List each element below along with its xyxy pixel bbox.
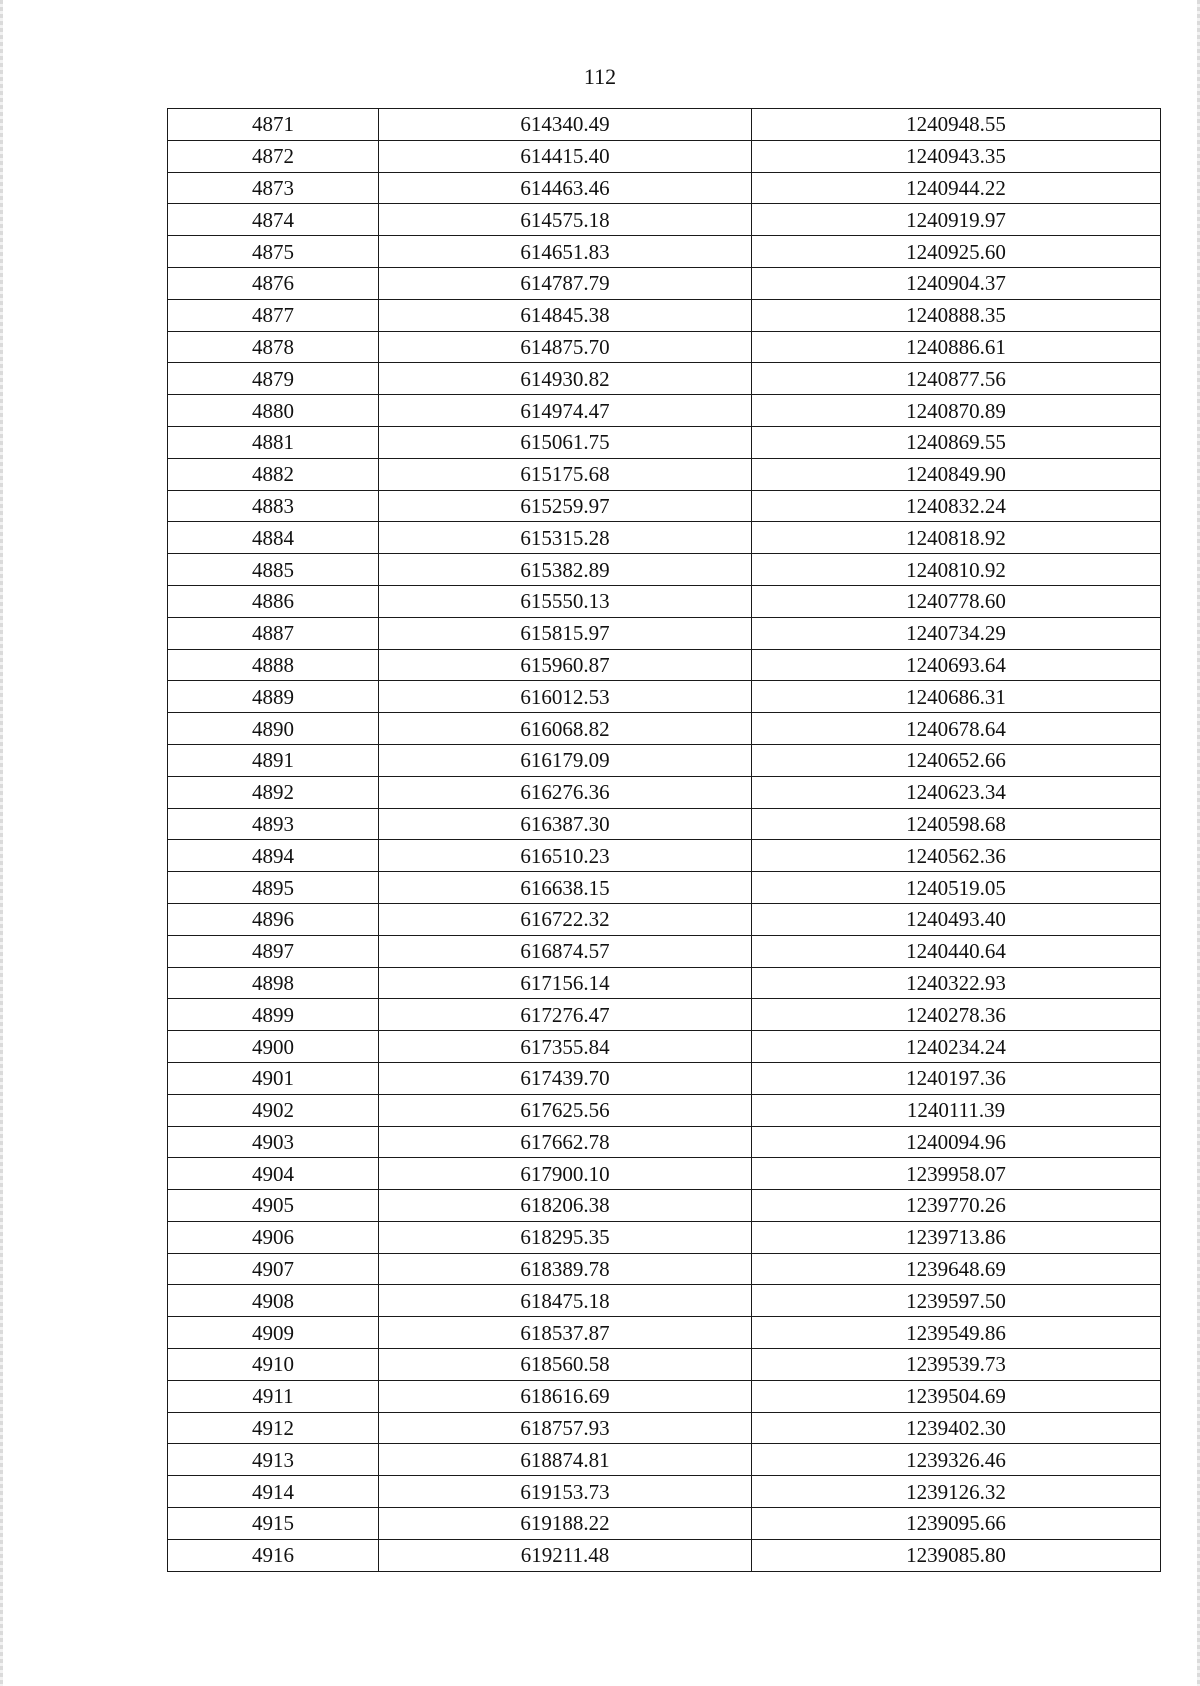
- table-row: [168, 1349, 1161, 1381]
- point-number-cell: 4893: [168, 808, 379, 840]
- table-row: [168, 1031, 1161, 1063]
- point-number-cell: 4892: [168, 776, 379, 808]
- table-row: [168, 426, 1161, 458]
- table-row: [168, 331, 1161, 363]
- y-coordinate-cell: 1240234.24: [752, 1031, 1161, 1063]
- point-number-cell: 4916: [168, 1539, 379, 1571]
- x-coordinate-cell: 617276.47: [379, 999, 752, 1031]
- y-coordinate-cell: 1240678.64: [752, 713, 1161, 745]
- y-coordinate-cell: 1240886.61: [752, 331, 1161, 363]
- x-coordinate-cell: 619211.48: [379, 1539, 752, 1571]
- point-number-cell: 4887: [168, 617, 379, 649]
- y-coordinate-cell: 1240493.40: [752, 903, 1161, 935]
- table-row: [168, 1380, 1161, 1412]
- table-row: [168, 903, 1161, 935]
- table-row: [168, 713, 1161, 745]
- table-row: [168, 1508, 1161, 1540]
- point-number-cell: 4881: [168, 426, 379, 458]
- point-number-cell: 4873: [168, 172, 379, 204]
- table-row: [168, 1444, 1161, 1476]
- y-coordinate-cell: 1240877.56: [752, 363, 1161, 395]
- x-coordinate-cell: 614930.82: [379, 363, 752, 395]
- table-row: [168, 204, 1161, 236]
- y-coordinate-cell: 1239326.46: [752, 1444, 1161, 1476]
- table-row: [168, 1158, 1161, 1190]
- y-coordinate-cell: 1240197.36: [752, 1062, 1161, 1094]
- table-row: [168, 808, 1161, 840]
- y-coordinate-cell: 1239958.07: [752, 1158, 1161, 1190]
- y-coordinate-cell: 1240832.24: [752, 490, 1161, 522]
- y-coordinate-cell: 1240693.64: [752, 649, 1161, 681]
- table-row: [168, 490, 1161, 522]
- x-coordinate-cell: 616510.23: [379, 840, 752, 872]
- y-coordinate-cell: 1240944.22: [752, 172, 1161, 204]
- table-row: [168, 1476, 1161, 1508]
- y-coordinate-cell: 1240778.60: [752, 585, 1161, 617]
- y-coordinate-cell: 1240919.97: [752, 204, 1161, 236]
- x-coordinate-cell: 619188.22: [379, 1508, 752, 1540]
- point-number-cell: 4904: [168, 1158, 379, 1190]
- y-coordinate-cell: 1239504.69: [752, 1380, 1161, 1412]
- point-number-cell: 4908: [168, 1285, 379, 1317]
- y-coordinate-cell: 1240519.05: [752, 872, 1161, 904]
- point-number-cell: 4912: [168, 1412, 379, 1444]
- y-coordinate-cell: 1240111.39: [752, 1094, 1161, 1126]
- table-row: [168, 744, 1161, 776]
- table-row: [168, 1190, 1161, 1222]
- table-row: [168, 872, 1161, 904]
- x-coordinate-cell: 614787.79: [379, 267, 752, 299]
- point-number-cell: 4896: [168, 903, 379, 935]
- point-number-cell: 4909: [168, 1317, 379, 1349]
- table-row: [168, 458, 1161, 490]
- table-row: [168, 681, 1161, 713]
- y-coordinate-cell: 1239597.50: [752, 1285, 1161, 1317]
- x-coordinate-cell: 618616.69: [379, 1380, 752, 1412]
- y-coordinate-cell: 1240094.96: [752, 1126, 1161, 1158]
- x-coordinate-cell: 615550.13: [379, 585, 752, 617]
- point-number-cell: 4877: [168, 299, 379, 331]
- table-row: [168, 109, 1161, 141]
- y-coordinate-cell: 1240904.37: [752, 267, 1161, 299]
- y-coordinate-cell: 1240278.36: [752, 999, 1161, 1031]
- x-coordinate-cell: 614651.83: [379, 236, 752, 268]
- point-number-cell: 4889: [168, 681, 379, 713]
- x-coordinate-cell: 614415.40: [379, 140, 752, 172]
- table-row: [168, 1412, 1161, 1444]
- point-number-cell: 4878: [168, 331, 379, 363]
- point-number-cell: 4913: [168, 1444, 379, 1476]
- y-coordinate-cell: 1239539.73: [752, 1349, 1161, 1381]
- x-coordinate-cell: 614463.46: [379, 172, 752, 204]
- point-number-cell: 4883: [168, 490, 379, 522]
- x-coordinate-cell: 617156.14: [379, 967, 752, 999]
- point-number-cell: 4888: [168, 649, 379, 681]
- point-number-cell: 4871: [168, 109, 379, 141]
- point-number-cell: 4879: [168, 363, 379, 395]
- point-number-cell: 4897: [168, 935, 379, 967]
- page-number: 112: [583, 64, 617, 89]
- y-coordinate-cell: 1240888.35: [752, 299, 1161, 331]
- table-row: [168, 172, 1161, 204]
- point-number-cell: 4872: [168, 140, 379, 172]
- point-number-cell: 4914: [168, 1476, 379, 1508]
- y-coordinate-cell: 1240870.89: [752, 395, 1161, 427]
- point-number-cell: 4898: [168, 967, 379, 999]
- point-number-cell: 4875: [168, 236, 379, 268]
- point-number-cell: 4880: [168, 395, 379, 427]
- table-row: [168, 776, 1161, 808]
- y-coordinate-cell: 1239085.80: [752, 1539, 1161, 1571]
- point-number-cell: 4884: [168, 522, 379, 554]
- x-coordinate-cell: 617662.78: [379, 1126, 752, 1158]
- x-coordinate-cell: 616068.82: [379, 713, 752, 745]
- x-coordinate-cell: 618757.93: [379, 1412, 752, 1444]
- x-coordinate-cell: 618389.78: [379, 1253, 752, 1285]
- x-coordinate-cell: 615815.97: [379, 617, 752, 649]
- y-coordinate-cell: 1240686.31: [752, 681, 1161, 713]
- x-coordinate-cell: 619153.73: [379, 1476, 752, 1508]
- table-row: [168, 267, 1161, 299]
- x-coordinate-cell: 616276.36: [379, 776, 752, 808]
- table-row: [168, 967, 1161, 999]
- x-coordinate-cell: 615061.75: [379, 426, 752, 458]
- y-coordinate-cell: 1240849.90: [752, 458, 1161, 490]
- x-coordinate-cell: 615259.97: [379, 490, 752, 522]
- point-number-cell: 4903: [168, 1126, 379, 1158]
- y-coordinate-cell: 1240734.29: [752, 617, 1161, 649]
- x-coordinate-cell: 615960.87: [379, 649, 752, 681]
- point-number-cell: 4901: [168, 1062, 379, 1094]
- x-coordinate-cell: 618874.81: [379, 1444, 752, 1476]
- y-coordinate-cell: 1239095.66: [752, 1508, 1161, 1540]
- point-number-cell: 4885: [168, 554, 379, 586]
- x-coordinate-cell: 615382.89: [379, 554, 752, 586]
- table-row: [168, 1539, 1161, 1571]
- table-row: [168, 1285, 1161, 1317]
- table-row: [168, 395, 1161, 427]
- x-coordinate-cell: 616387.30: [379, 808, 752, 840]
- point-number-cell: 4899: [168, 999, 379, 1031]
- y-coordinate-cell: 1240623.34: [752, 776, 1161, 808]
- table-row: [168, 935, 1161, 967]
- x-coordinate-cell: 616638.15: [379, 872, 752, 904]
- table-row: [168, 649, 1161, 681]
- y-coordinate-cell: 1239648.69: [752, 1253, 1161, 1285]
- y-coordinate-cell: 1239770.26: [752, 1190, 1161, 1222]
- y-coordinate-cell: 1240652.66: [752, 744, 1161, 776]
- table-row: [168, 1094, 1161, 1126]
- table-row: [168, 1317, 1161, 1349]
- point-number-cell: 4891: [168, 744, 379, 776]
- x-coordinate-cell: 617355.84: [379, 1031, 752, 1063]
- y-coordinate-cell: 1240943.35: [752, 140, 1161, 172]
- x-coordinate-cell: 614575.18: [379, 204, 752, 236]
- table-row: [168, 1221, 1161, 1253]
- x-coordinate-cell: 618295.35: [379, 1221, 752, 1253]
- x-coordinate-cell: 614340.49: [379, 109, 752, 141]
- x-coordinate-cell: 618560.58: [379, 1349, 752, 1381]
- table-row: [168, 999, 1161, 1031]
- y-coordinate-cell: 1240322.93: [752, 967, 1161, 999]
- y-coordinate-cell: 1240598.68: [752, 808, 1161, 840]
- point-number-cell: 4876: [168, 267, 379, 299]
- y-coordinate-cell: 1239402.30: [752, 1412, 1161, 1444]
- point-number-cell: 4900: [168, 1031, 379, 1063]
- y-coordinate-cell: 1240810.92: [752, 554, 1161, 586]
- x-coordinate-cell: 616012.53: [379, 681, 752, 713]
- point-number-cell: 4907: [168, 1253, 379, 1285]
- x-coordinate-cell: 615315.28: [379, 522, 752, 554]
- y-coordinate-cell: 1240869.55: [752, 426, 1161, 458]
- x-coordinate-cell: 614875.70: [379, 331, 752, 363]
- table-row: [168, 840, 1161, 872]
- x-coordinate-cell: 618206.38: [379, 1190, 752, 1222]
- y-coordinate-cell: 1239549.86: [752, 1317, 1161, 1349]
- point-number-cell: 4874: [168, 204, 379, 236]
- y-coordinate-cell: 1240818.92: [752, 522, 1161, 554]
- point-number-cell: 4890: [168, 713, 379, 745]
- point-number-cell: 4910: [168, 1349, 379, 1381]
- point-number-cell: 4894: [168, 840, 379, 872]
- point-number-cell: 4915: [168, 1508, 379, 1540]
- x-coordinate-cell: 614974.47: [379, 395, 752, 427]
- table-row: [168, 140, 1161, 172]
- point-number-cell: 4895: [168, 872, 379, 904]
- table-row: [168, 554, 1161, 586]
- y-coordinate-cell: 1240925.60: [752, 236, 1161, 268]
- y-coordinate-cell: 1240440.64: [752, 935, 1161, 967]
- y-coordinate-cell: 1240562.36: [752, 840, 1161, 872]
- y-coordinate-cell: 1240948.55: [752, 109, 1161, 141]
- table-row: [168, 617, 1161, 649]
- table-row: [168, 1253, 1161, 1285]
- point-number-cell: 4902: [168, 1094, 379, 1126]
- x-coordinate-cell: 617900.10: [379, 1158, 752, 1190]
- point-number-cell: 4906: [168, 1221, 379, 1253]
- x-coordinate-cell: 616874.57: [379, 935, 752, 967]
- table-row: [168, 299, 1161, 331]
- point-number-cell: 4911: [168, 1380, 379, 1412]
- coordinates-table-body: [168, 109, 1161, 1572]
- point-number-cell: 4882: [168, 458, 379, 490]
- y-coordinate-cell: 1239713.86: [752, 1221, 1161, 1253]
- x-coordinate-cell: 617625.56: [379, 1094, 752, 1126]
- table-row: [168, 1062, 1161, 1094]
- table-row: [168, 236, 1161, 268]
- x-coordinate-cell: 617439.70: [379, 1062, 752, 1094]
- x-coordinate-cell: 616722.32: [379, 903, 752, 935]
- x-coordinate-cell: 618537.87: [379, 1317, 752, 1349]
- x-coordinate-cell: 614845.38: [379, 299, 752, 331]
- table-row: [168, 1126, 1161, 1158]
- x-coordinate-cell: 616179.09: [379, 744, 752, 776]
- point-number-cell: 4905: [168, 1190, 379, 1222]
- x-coordinate-cell: 618475.18: [379, 1285, 752, 1317]
- coordinates-table: [167, 108, 1161, 1572]
- x-coordinate-cell: 615175.68: [379, 458, 752, 490]
- table-row: [168, 585, 1161, 617]
- table-row: [168, 522, 1161, 554]
- point-number-cell: 4886: [168, 585, 379, 617]
- scan-edge-left: [0, 0, 3, 1686]
- y-coordinate-cell: 1239126.32: [752, 1476, 1161, 1508]
- table-row: [168, 363, 1161, 395]
